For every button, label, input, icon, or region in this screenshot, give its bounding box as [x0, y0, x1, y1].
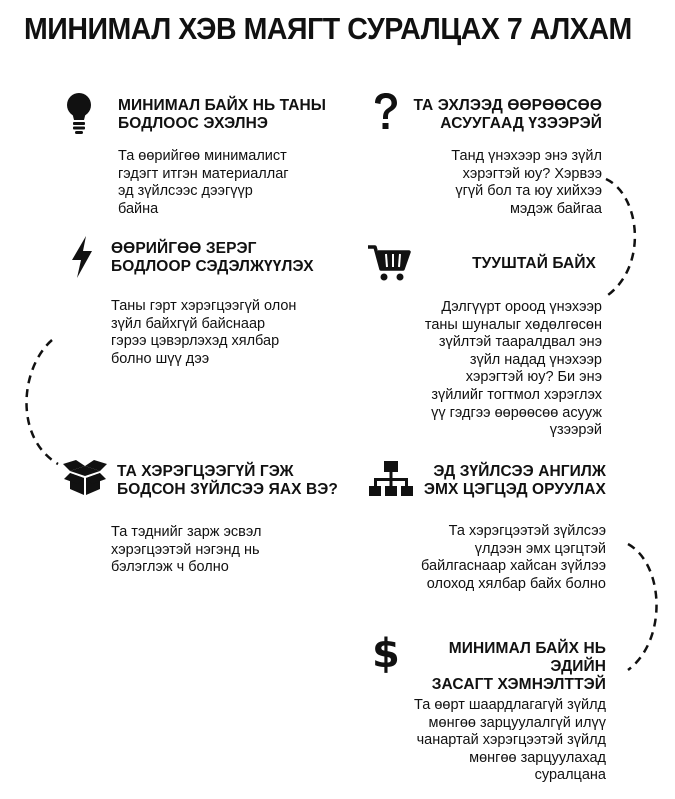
dashed-connector	[600, 175, 650, 300]
lightbulb-icon	[64, 92, 94, 134]
section-ask-yourself	[390, 97, 602, 133]
section-organize-text	[380, 523, 606, 593]
section-heading: ТА ХЭРЭГЦЭЭГҮЙ ГЭЖ БОДСОН ЗҮЙЛСЭЭ ЯАХ ВЭ?	[117, 463, 338, 498]
section-heading: ӨӨРИЙГӨӨ ЗЕРЭГ БОДЛООР СЭДЭЛЖҮҮЛЭХ	[111, 240, 314, 275]
section-motivate-text	[111, 298, 351, 368]
section-motivate	[111, 240, 351, 276]
section-text: Танд үнэхээр энэ зүйл хэрэгтэй юу? Хэрвээ үгүй бол та юу хийхээ мэдэж байгаа	[451, 148, 602, 217]
section-heading: ТУУШТАЙ БАЙХ	[472, 255, 596, 272]
dashed-connector	[18, 338, 68, 468]
section-unneeded-items-text	[111, 524, 351, 577]
dashed-connector	[622, 540, 672, 675]
section-persistence-text	[380, 299, 602, 440]
section-heading: МИНИМАЛ БАЙХ НЬ ЭДИЙН ЗАСАГТ ХЭМНЭЛТТЭЙ	[431, 640, 606, 693]
section-economy-text	[380, 697, 606, 785]
page-title: МИНИМАЛ ХЭВ МАЯГТ СУРАЛЦАХ 7 АЛХАМ	[24, 11, 632, 46]
section-organize	[400, 463, 606, 499]
section-heading: ЭД ЗҮЙЛСЭЭ АНГИЛЖ ЭМХ ЦЭГЦЭД ОРУУЛАХ	[423, 463, 606, 498]
lightning-icon	[70, 236, 94, 278]
section-text: Та өөрийгөө минималист гэдэгт итгэн материаллаг эд зүйлсээс дээгүүр байна	[118, 148, 289, 217]
section-text: Та тэднийг зарж эсвэл хэрэгцээтэй нэгэнд нь бэлэглэж ч болно	[111, 524, 262, 576]
section-text: Та хэрэгцээтэй зүйлсээ үлдээн эмх цэгцтэй байлгаснаар хайсан зүйлээ олоход хялбар байх болно	[421, 523, 606, 592]
dollar-icon: $	[372, 631, 400, 677]
open-box-icon	[62, 460, 108, 496]
section-mindset	[118, 97, 348, 133]
section-heading: ТА ЭХЛЭЭД ӨӨРӨӨСӨӨ АСУУГААД ҮЗЭЭРЭЙ	[413, 97, 602, 132]
section-text: Дэлгүүрт ороод үнэхээр таны шуналыг хөдөлгөсөн зүйлтэй тааралдвал энэ зүйл надад үнэхээр хэрэгтэй юу? Би энэ зүйлийг тогтмол хэрэглэх үү гэдгээ өөрөөсөө асууж үзээрэй	[424, 299, 602, 439]
section-mindset-text	[118, 148, 358, 218]
section-economy	[395, 640, 606, 694]
section-persistence	[400, 255, 596, 273]
section-heading: МИНИМАЛ БАЙХ НЬ ТАНЫ БОДЛООС ЭХЭЛНЭ	[118, 97, 327, 132]
section-text: Таны гэрт хэрэгцээгүй олон зүйл байхгүй байснаар гэрээ цэвэрлэхэд хялбар болно шүү дээ	[111, 298, 297, 367]
section-unneeded-items	[117, 463, 357, 499]
section-text: Та өөрт шаардлагагүй зүйлд мөнгөө зарцуулалгүй илүү чанартай хэрэгцээтэй зүйлд мөнгөө зарцуулахад суралцана	[414, 697, 606, 784]
section-ask-yourself-text	[390, 148, 602, 218]
